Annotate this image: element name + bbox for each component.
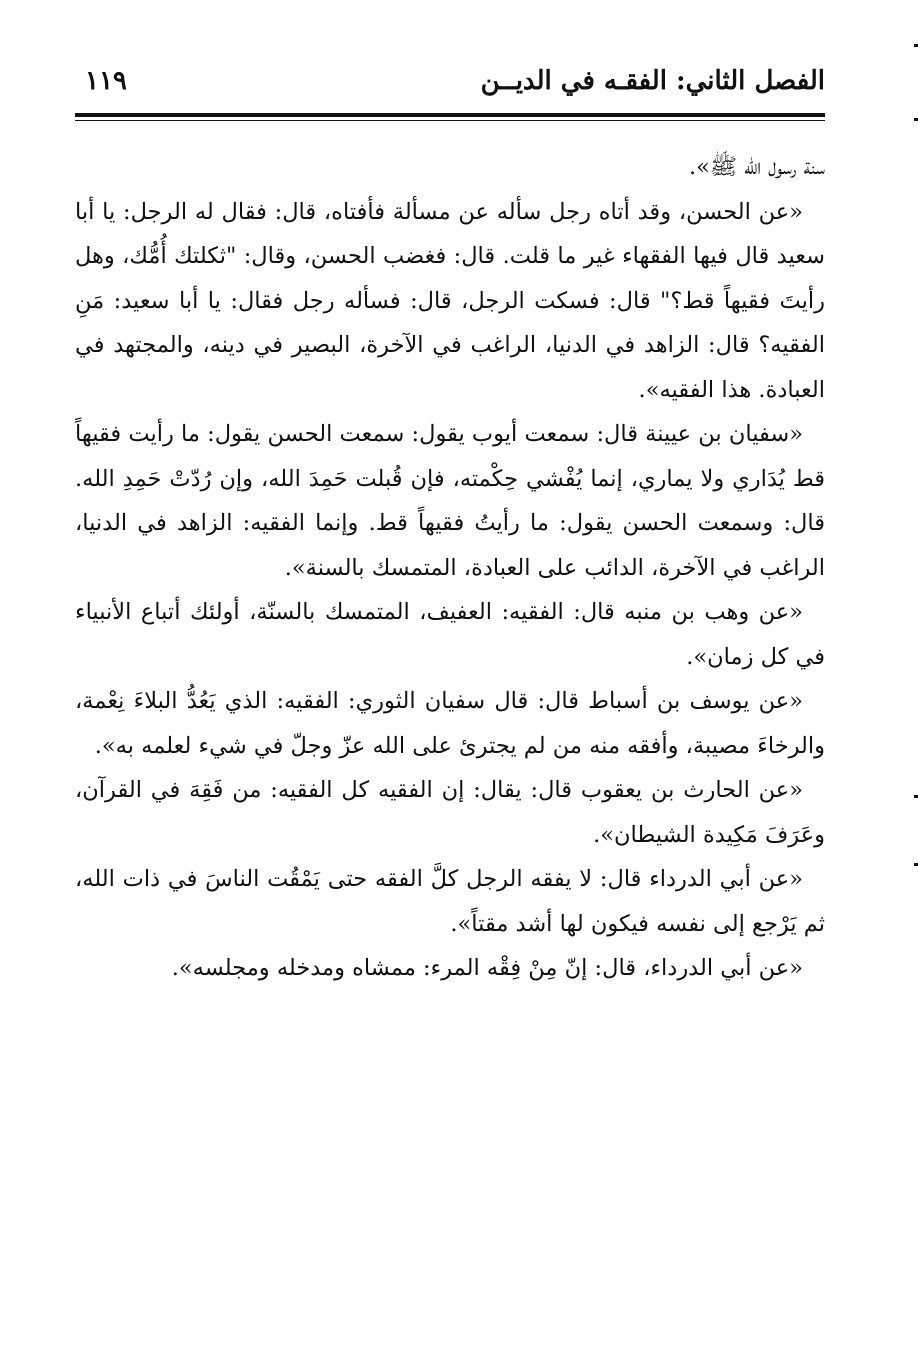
scan-edge-mark <box>914 795 918 798</box>
paragraph: «عن يوسف بن أسباط قال: قال سفيان الثوري: الفقيه: الذي يَعُدُّ البلاءَ نِعْمة، والرخاءَ مصيبة، وأفقه منه من لم يجترئ على الله عزّ وجلّ في شيء لعلمه به». <box>75 688 825 759</box>
page-number: ١١٩ <box>85 66 127 96</box>
paragraph-continuation: سنة رسول الله ﷺ». <box>688 154 825 180</box>
running-header <box>75 62 825 106</box>
scan-edge-mark <box>914 44 918 47</box>
scan-edge-mark <box>914 863 918 866</box>
scan-edge-mark <box>914 118 918 121</box>
paragraph: «سفيان بن عيينة قال: سمعت أيوب يقول: سمعت الحسن يقول: ما رأيت فقيهاً قط يُدَاري ولا يماري، إنما يُفْشي حِكْمته، فإن قُبلت حَمِدَ الله، وإن رُدّتْ حَمِدِ الله. قال: وسمعت الحسن يقول: ما رأيتُ فقيهاً قط. وإنما الفقيه: الزاهد في الدنيا، الراغب في الآخرة، الدائب على العبادة، المتمسك بالسنة». <box>75 421 825 581</box>
chapter-title: الفصل الثاني: الفقـه في الديــن <box>480 66 825 96</box>
paragraph: «عن وهب بن منبه قال: الفقيه: العفيف، المتمسك بالسنّة، أولئك أتباع الأنبياء في كل زمان». <box>75 599 825 670</box>
paragraph: «عن أبي الدرداء قال: لا يفقه الرجل كلَّ الفقه حتى يَمْقُت الناسَ في ذات الله، ثم يَرْجع إلى نفسه فيكون لها أشد مقتاً». <box>75 866 825 937</box>
header-rule-thick <box>75 113 825 117</box>
paragraph: «عن الحسن، وقد أتاه رجل سأله عن مسألة فأفتاه، قال: فقال له الرجل: يا أبا سعيد قال فيها الفقهاء غير ما قلت. قال: فغضب الحسن، وقال: "ثكلتك أُمُّك، وهل رأيتَ فقيهاً قط؟" قال: فسكت الرجل، قال: فسأله رجل فقال: يا أبا سعيد: مَنِ الفقيه؟ قال: الزاهد في الدنيا، الراغب في الآخرة، البصير في دينه، والمجتهد في العبادة. هذا الفقيه». <box>75 198 825 403</box>
paragraph: «عن الحارث بن يعقوب قال: يقال: إن الفقيه كل الفقيه: من فَقِهَ في القرآن، وعَرَفَ مَكِيدة الشيطان». <box>75 777 825 848</box>
header-rule-thin <box>75 120 825 121</box>
body-text <box>75 145 825 991</box>
paragraph: «عن أبي الدرداء، قال: إنّ مِنْ فِقْه المرء: ممشاه ومدخله ومجلسه». <box>171 955 803 981</box>
